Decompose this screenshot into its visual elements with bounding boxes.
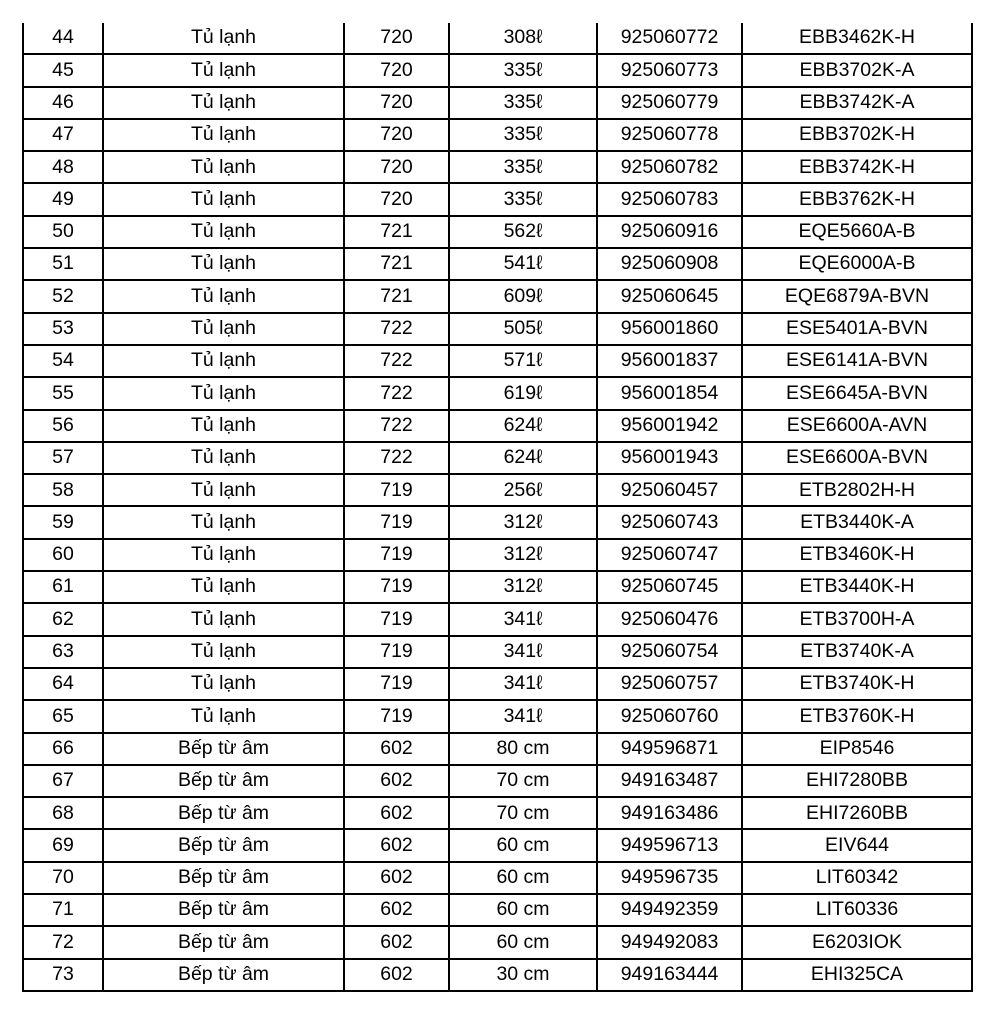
group-code-cell: 719 <box>344 668 449 700</box>
row-number-cell: 72 <box>23 926 103 958</box>
model-code-cell: EQE6879A-BVN <box>742 280 972 312</box>
product-number-cell: 925060747 <box>597 539 742 571</box>
group-code-cell: 719 <box>344 636 449 668</box>
table-row <box>23 377 972 409</box>
product-type-cell: Tủ lạnh <box>103 151 344 183</box>
table-row <box>23 87 972 119</box>
model-code-cell: ETB3740K-H <box>742 668 972 700</box>
capacity-cell: 335ℓ <box>449 183 597 215</box>
product-type-cell: Tủ lạnh <box>103 700 344 732</box>
model-code-cell: EIV644 <box>742 829 972 861</box>
group-code-cell: 720 <box>344 23 449 54</box>
capacity-cell: 335ℓ <box>449 54 597 86</box>
group-code-cell: 602 <box>344 829 449 861</box>
group-code-cell: 720 <box>344 183 449 215</box>
capacity-cell: 624ℓ <box>449 442 597 474</box>
group-code-cell: 719 <box>344 474 449 506</box>
row-number-cell: 44 <box>23 23 103 54</box>
product-type-cell: Bếp từ âm <box>103 733 344 765</box>
product-type-cell: Tủ lạnh <box>103 571 344 603</box>
row-number-cell: 67 <box>23 765 103 797</box>
row-number-cell: 54 <box>23 345 103 377</box>
row-number-cell: 49 <box>23 183 103 215</box>
model-code-cell: EHI7260BB <box>742 797 972 829</box>
product-number-cell: 956001943 <box>597 442 742 474</box>
product-number-cell: 956001860 <box>597 313 742 345</box>
group-code-cell: 721 <box>344 216 449 248</box>
table-row <box>23 506 972 538</box>
group-code-cell: 719 <box>344 700 449 732</box>
group-code-cell: 719 <box>344 571 449 603</box>
product-type-cell: Tủ lạnh <box>103 216 344 248</box>
group-code-cell: 720 <box>344 119 449 151</box>
capacity-cell: 335ℓ <box>449 151 597 183</box>
capacity-cell: 541ℓ <box>449 248 597 280</box>
row-number-cell: 53 <box>23 313 103 345</box>
capacity-cell: 335ℓ <box>449 87 597 119</box>
model-code-cell: ESE6645A-BVN <box>742 377 972 409</box>
table-row <box>23 313 972 345</box>
table-row <box>23 151 972 183</box>
capacity-cell: 341ℓ <box>449 603 597 635</box>
group-code-cell: 720 <box>344 151 449 183</box>
group-code-cell: 720 <box>344 54 449 86</box>
capacity-cell: 562ℓ <box>449 216 597 248</box>
group-code-cell: 602 <box>344 765 449 797</box>
product-type-cell: Bếp từ âm <box>103 797 344 829</box>
group-code-cell: 719 <box>344 539 449 571</box>
capacity-cell: 335ℓ <box>449 119 597 151</box>
product-table-body <box>23 23 972 991</box>
product-number-cell: 925060908 <box>597 248 742 280</box>
table-row <box>23 862 972 894</box>
table-row <box>23 248 972 280</box>
group-code-cell: 722 <box>344 442 449 474</box>
model-code-cell: EQE5660A-B <box>742 216 972 248</box>
row-number-cell: 65 <box>23 700 103 732</box>
group-code-cell: 602 <box>344 733 449 765</box>
product-type-cell: Tủ lạnh <box>103 603 344 635</box>
row-number-cell: 64 <box>23 668 103 700</box>
model-code-cell: ETB3760K-H <box>742 700 972 732</box>
table-row <box>23 926 972 958</box>
model-code-cell: EIP8546 <box>742 733 972 765</box>
model-code-cell: EBB3742K-H <box>742 151 972 183</box>
product-type-cell: Tủ lạnh <box>103 377 344 409</box>
capacity-cell: 60 cm <box>449 829 597 861</box>
model-code-cell: ETB3740K-A <box>742 636 972 668</box>
capacity-cell: 256ℓ <box>449 474 597 506</box>
row-number-cell: 50 <box>23 216 103 248</box>
model-code-cell: LIT60342 <box>742 862 972 894</box>
capacity-cell: 70 cm <box>449 797 597 829</box>
product-type-cell: Bếp từ âm <box>103 862 344 894</box>
model-code-cell: ETB3440K-H <box>742 571 972 603</box>
product-number-cell: 925060457 <box>597 474 742 506</box>
product-number-cell: 949596871 <box>597 733 742 765</box>
product-number-cell: 925060779 <box>597 87 742 119</box>
product-type-cell: Bếp từ âm <box>103 829 344 861</box>
product-type-cell: Tủ lạnh <box>103 345 344 377</box>
group-code-cell: 602 <box>344 959 449 991</box>
row-number-cell: 69 <box>23 829 103 861</box>
table-row <box>23 959 972 991</box>
model-code-cell: ETB3700H-A <box>742 603 972 635</box>
table-row <box>23 183 972 215</box>
group-code-cell: 602 <box>344 894 449 926</box>
product-number-cell: 949596735 <box>597 862 742 894</box>
product-number-cell: 949163487 <box>597 765 742 797</box>
table-row <box>23 410 972 442</box>
table-row <box>23 442 972 474</box>
group-code-cell: 602 <box>344 926 449 958</box>
model-code-cell: ESE6141A-BVN <box>742 345 972 377</box>
table-row <box>23 733 972 765</box>
model-code-cell: ETB3440K-A <box>742 506 972 538</box>
product-type-cell: Tủ lạnh <box>103 280 344 312</box>
model-code-cell: EBB3702K-A <box>742 54 972 86</box>
row-number-cell: 55 <box>23 377 103 409</box>
product-type-cell: Tủ lạnh <box>103 474 344 506</box>
product-number-cell: 925060783 <box>597 183 742 215</box>
product-type-cell: Bếp từ âm <box>103 926 344 958</box>
row-number-cell: 62 <box>23 603 103 635</box>
row-number-cell: 58 <box>23 474 103 506</box>
capacity-cell: 312ℓ <box>449 539 597 571</box>
product-number-cell: 956001942 <box>597 410 742 442</box>
product-number-cell: 925060773 <box>597 54 742 86</box>
product-number-cell: 925060745 <box>597 571 742 603</box>
product-number-cell: 925060743 <box>597 506 742 538</box>
product-number-cell: 925060782 <box>597 151 742 183</box>
capacity-cell: 80 cm <box>449 733 597 765</box>
table-row <box>23 280 972 312</box>
model-code-cell: ETB2802H-H <box>742 474 972 506</box>
group-code-cell: 721 <box>344 280 449 312</box>
model-code-cell: LIT60336 <box>742 894 972 926</box>
product-number-cell: 949163486 <box>597 797 742 829</box>
product-number-cell: 925060754 <box>597 636 742 668</box>
capacity-cell: 505ℓ <box>449 313 597 345</box>
capacity-cell: 341ℓ <box>449 700 597 732</box>
row-number-cell: 48 <box>23 151 103 183</box>
row-number-cell: 63 <box>23 636 103 668</box>
product-number-cell: 925060757 <box>597 668 742 700</box>
product-type-cell: Bếp từ âm <box>103 894 344 926</box>
table-row <box>23 603 972 635</box>
product-number-cell: 925060645 <box>597 280 742 312</box>
product-number-cell: 949163444 <box>597 959 742 991</box>
product-type-cell: Tủ lạnh <box>103 442 344 474</box>
row-number-cell: 57 <box>23 442 103 474</box>
product-number-cell: 925060760 <box>597 700 742 732</box>
table-row <box>23 700 972 732</box>
row-number-cell: 51 <box>23 248 103 280</box>
table-row <box>23 345 972 377</box>
row-number-cell: 46 <box>23 87 103 119</box>
capacity-cell: 341ℓ <box>449 636 597 668</box>
group-code-cell: 722 <box>344 410 449 442</box>
model-code-cell: EBB3702K-H <box>742 119 972 151</box>
table-row <box>23 765 972 797</box>
group-code-cell: 719 <box>344 603 449 635</box>
capacity-cell: 60 cm <box>449 894 597 926</box>
group-code-cell: 602 <box>344 862 449 894</box>
table-row <box>23 119 972 151</box>
table-row <box>23 668 972 700</box>
product-type-cell: Bếp từ âm <box>103 959 344 991</box>
group-code-cell: 719 <box>344 506 449 538</box>
product-type-cell: Tủ lạnh <box>103 668 344 700</box>
model-code-cell: EBB3762K-H <box>742 183 972 215</box>
table-row <box>23 797 972 829</box>
product-number-cell: 956001837 <box>597 345 742 377</box>
row-number-cell: 59 <box>23 506 103 538</box>
capacity-cell: 609ℓ <box>449 280 597 312</box>
product-number-cell: 949596713 <box>597 829 742 861</box>
product-type-cell: Tủ lạnh <box>103 313 344 345</box>
group-code-cell: 720 <box>344 87 449 119</box>
model-code-cell: E6203IOK <box>742 926 972 958</box>
product-type-cell: Tủ lạnh <box>103 183 344 215</box>
capacity-cell: 341ℓ <box>449 668 597 700</box>
product-number-cell: 925060772 <box>597 23 742 54</box>
capacity-cell: 624ℓ <box>449 410 597 442</box>
model-code-cell: ESE6600A-AVN <box>742 410 972 442</box>
product-number-cell: 925060778 <box>597 119 742 151</box>
table-row <box>23 539 972 571</box>
product-type-cell: Tủ lạnh <box>103 23 344 54</box>
model-code-cell: ESE5401A-BVN <box>742 313 972 345</box>
capacity-cell: 70 cm <box>449 765 597 797</box>
row-number-cell: 68 <box>23 797 103 829</box>
product-type-cell: Tủ lạnh <box>103 506 344 538</box>
product-table <box>22 23 973 992</box>
product-number-cell: 956001854 <box>597 377 742 409</box>
model-code-cell: EQE6000A-B <box>742 248 972 280</box>
group-code-cell: 722 <box>344 377 449 409</box>
product-number-cell: 925060916 <box>597 216 742 248</box>
table-row <box>23 829 972 861</box>
row-number-cell: 60 <box>23 539 103 571</box>
product-type-cell: Tủ lạnh <box>103 248 344 280</box>
row-number-cell: 71 <box>23 894 103 926</box>
product-type-cell: Tủ lạnh <box>103 539 344 571</box>
table-row <box>23 474 972 506</box>
model-code-cell: EHI325CA <box>742 959 972 991</box>
product-type-cell: Tủ lạnh <box>103 119 344 151</box>
capacity-cell: 312ℓ <box>449 506 597 538</box>
row-number-cell: 66 <box>23 733 103 765</box>
product-number-cell: 925060476 <box>597 603 742 635</box>
product-number-cell: 949492083 <box>597 926 742 958</box>
capacity-cell: 60 cm <box>449 926 597 958</box>
table-row <box>23 216 972 248</box>
row-number-cell: 56 <box>23 410 103 442</box>
product-type-cell: Tủ lạnh <box>103 410 344 442</box>
group-code-cell: 602 <box>344 797 449 829</box>
capacity-cell: 30 cm <box>449 959 597 991</box>
capacity-cell: 60 cm <box>449 862 597 894</box>
group-code-cell: 722 <box>344 345 449 377</box>
row-number-cell: 61 <box>23 571 103 603</box>
product-type-cell: Tủ lạnh <box>103 87 344 119</box>
product-type-cell: Tủ lạnh <box>103 54 344 86</box>
product-number-cell: 949492359 <box>597 894 742 926</box>
model-code-cell: EBB3462K-H <box>742 23 972 54</box>
product-type-cell: Bếp từ âm <box>103 765 344 797</box>
capacity-cell: 312ℓ <box>449 571 597 603</box>
row-number-cell: 52 <box>23 280 103 312</box>
capacity-cell: 571ℓ <box>449 345 597 377</box>
table-row <box>23 23 972 54</box>
product-type-cell: Tủ lạnh <box>103 636 344 668</box>
table-row <box>23 894 972 926</box>
model-code-cell: ETB3460K-H <box>742 539 972 571</box>
group-code-cell: 721 <box>344 248 449 280</box>
row-number-cell: 47 <box>23 119 103 151</box>
model-code-cell: ESE6600A-BVN <box>742 442 972 474</box>
model-code-cell: EHI7280BB <box>742 765 972 797</box>
table-row <box>23 571 972 603</box>
group-code-cell: 722 <box>344 313 449 345</box>
table-row <box>23 636 972 668</box>
model-code-cell: EBB3742K-A <box>742 87 972 119</box>
capacity-cell: 308ℓ <box>449 23 597 54</box>
table-row <box>23 54 972 86</box>
capacity-cell: 619ℓ <box>449 377 597 409</box>
row-number-cell: 70 <box>23 862 103 894</box>
row-number-cell: 73 <box>23 959 103 991</box>
row-number-cell: 45 <box>23 54 103 86</box>
